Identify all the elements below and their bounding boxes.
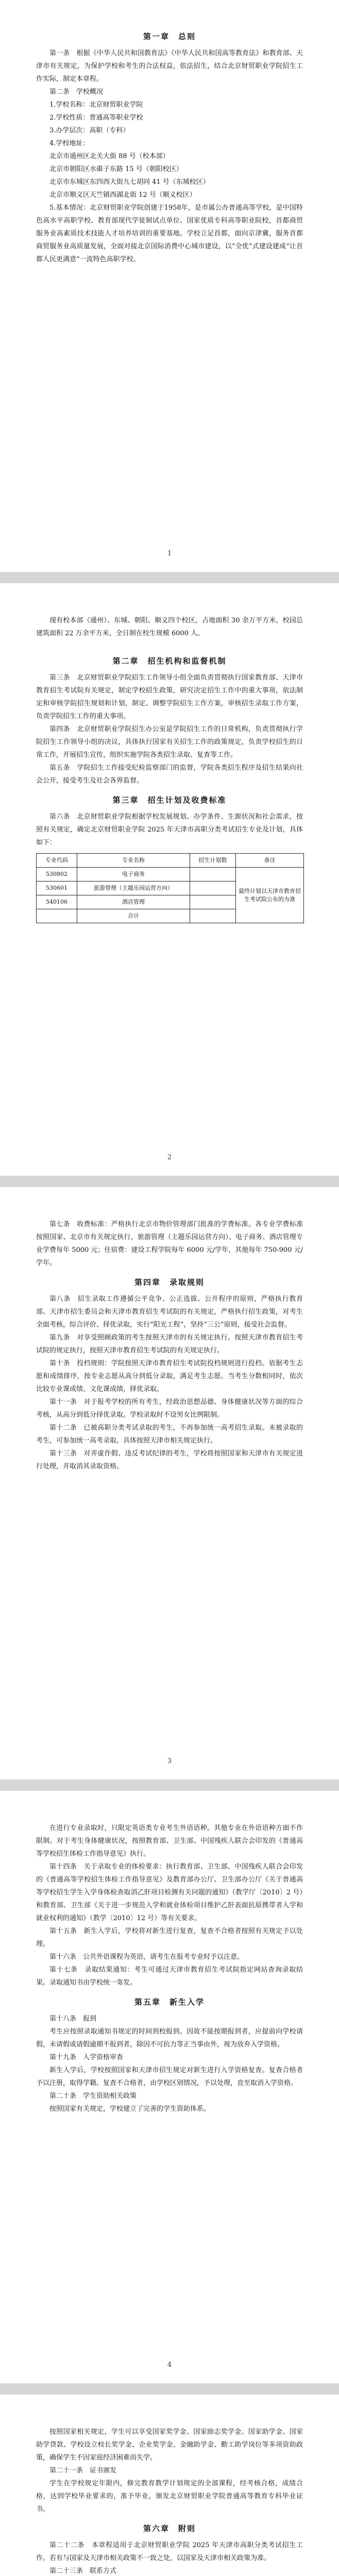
cell-remark: 最终计划以天津市教育招生考试院公布的为准 (236, 868, 304, 923)
cell-quota (190, 909, 236, 923)
article-2-item: 3.办学层次：高职（专科） (49, 127, 130, 134)
article-20-text: 按照国家有关规定，学校建立了完善的学生资助体系。 (49, 2105, 211, 2113)
chapter-3-title: 第三章 招生计划及收费标准 (112, 795, 227, 805)
article-6: 第六条 北京财贸职业学院根据学校发展规划、办学条件、生源状况和社会需求，按照有关规定，确定北京财贸职业学院 2025 年天津市高职分类考试招生专业及计划，具体如下： (36, 813, 303, 846)
document-page-2 (0, 583, 339, 1176)
article-19-heading: 第十九条 入学资格审查 (49, 2054, 124, 2061)
document-page-5 (0, 2395, 339, 2576)
campus-address: 北京市顺义区天竺镇西湖北街 12 号（顺义校区） (49, 191, 196, 199)
article-9: 第九条 对享受照顾政策的考生按照天津市的有关规定执行。按照天津市教育招生考试院的规定执行，按照天津市教育招生考试院的有关规定执行。 (36, 1334, 303, 1354)
article-17: 第十七条 录取结果通知：考生可通过天津市教育招生考试院指定网站查询录取结果。录取通知书由学校统一寄发。 (36, 1966, 303, 1987)
document-page-1 (0, 0, 339, 572)
article-10: 第十条 投档规则：学院按照天津市教育招生考试院投档规则进行投档。依据考生志愿和成绩排序，按专业志愿从高分到低分录取，满足考生志愿。当考生分数相同时，依次比较专业课成绩、文化课成绩，择优录取。 (36, 1360, 303, 1393)
article-13: 第十三条 对弄虚作假、违反考试纪律的考生，学校将按照国家和天津市有关规定进行处理，并取消其录取资格。 (36, 1450, 303, 1470)
enrollment-plan-table (36, 853, 304, 923)
article-19-text: 新生入学后，学校按照国家和天津市招生规定对新生进行入学资格复查。复查合格者予以注册，取得学籍。复查不合格者，由学校区别情况，予以处理，直至取消入学资格。 (36, 2066, 303, 2087)
cell-code (37, 909, 77, 923)
article-2-item: 1.学校名称：北京财贸职业学院 (49, 101, 143, 109)
cell-code: 540106 (37, 895, 77, 909)
article-2-item: 2.学校性质：普通高等职业学校 (49, 114, 143, 122)
cell-code: 530601 (37, 882, 77, 895)
article-3: 第三条 北京财贸职业学院招生工作领导小组全面负责贯彻执行国家教育部、天津市教育招生考试院有关规定，制定学校招生政策，研究决定招生工作中的重大事项，依法制定和审核学院招生规划和计划，制定、调整学院招生工作方案，审核招生录取工作方案，负责学院招生工作的重大事项。 (36, 674, 303, 720)
article-8: 第八条 招生录取工作遵循公平竞争、公正选拔、公开程序的原则，严格执行教育部、天津市招生委员会和天津市教育招生考试院的有关规定，严格执行招生政策，对考生全面考核，综合评价、择优录取，实行“阳光工程”，坚持“三公”原则，接受社会监督。 (36, 1295, 303, 1329)
article-22: 第二十二条 本章程适用于北京财贸职业学院 2025 年天津市高职分类考试招生工作。若有与国家及天津市相关政策不一致之处，以国家及天津市相关政策为准。 (36, 2541, 303, 2562)
campus-address: 北京市东城区东四西大街九七胡同 41 号（东城校区） (49, 178, 210, 186)
col-header-quota: 招生计划数 (190, 854, 236, 868)
chapter-6-title: 第六章 附则 (143, 2524, 196, 2533)
article-20-heading: 第二十条 学生资助相关政策 (49, 2092, 137, 2100)
article-16: 第十六条 公共外语课程为英语，请考生在报考专业时予以注意。 (49, 1953, 244, 1961)
article-7: 第七条 收费标准：严格执行北京市物价管理部门批准的学费标准。各专业学费标准按照国家、北京市有关规定执行，旅游管理（主题乐园运营方向）、电子商务、酒店管理专业学费每年 5000 元；住宿费：建设工程学院每年 6000 元/学年，其他每年 750-900 元/学年。 (36, 1221, 303, 1267)
page-5-intro: 按照国家相关规定，学生可以享受国家奖学金、国家励志奖学金、国家助学金、国家助学贷款、学校设立校长奖学金、企业奖学金、金融助学金、勤工助学岗位等多项资助政策，确保学生不因家庭经济困难而失学。 (36, 2428, 303, 2462)
col-header-major: 专业名称 (77, 854, 190, 868)
cell-major: 旅游管理（主题乐园运营方向） (77, 882, 190, 895)
cell-code: 530802 (37, 868, 77, 882)
campus-summary: 现有校本部（通州）、东城、朝阳、顺义四个校区，占地面积 30 余万平方米，校园总建筑面积 22 万余平方米，全日制在校生规模 6000 人。 (36, 617, 303, 637)
article-11: 第十一条 对于报考学校的所有考生，经政治思想品德、身体健康状况等方面的综合考核，从高分到低分择优录取。学校录取时不设男女比例限制。 (36, 1398, 303, 1419)
chapter-1-title: 第一章 总则 (143, 32, 196, 41)
page-number: 3 (167, 1757, 172, 1765)
chapter-2-title: 第二章 招生机构和监督机制 (112, 656, 227, 666)
cell-quota (190, 882, 236, 895)
campus-address: 北京市朝阳区水碓子东路 15 号（朝阳校区） (49, 165, 183, 173)
article-4: 第四条 北京财贸职业学院招生办公室是学院招生工作的日常机构，负责贯彻执行学院招生工作领导小组的决议，具体执行国家有关招生工作的政策规定，负责学校招生的日常工作，开展招生宣传，组织实施学院各类招生录取、复查等工作。 (36, 725, 303, 759)
document-page-3 (0, 1187, 339, 1780)
article-23-heading: 第二十三条 联系方式 (49, 2567, 117, 2575)
cell-quota (190, 868, 236, 882)
article-18-heading: 第十八条 报到 (49, 2015, 97, 2023)
article-2-item: 4.学校地址： (49, 140, 90, 147)
cell-major: 酒店管理 (77, 895, 190, 909)
page-number: 1 (167, 550, 172, 557)
page-number: 2 (167, 1154, 172, 1161)
campus-address: 北京市通州区北关大街 88 号（校本部） (49, 152, 170, 160)
article-2-heading: 第二条 学校概况 (49, 88, 104, 96)
article-21-text: 学生在学校规定年限内，修完教育教学计划规定的全部课程，经考核合格，成绩合格，达到学校毕业要求的，准予毕业，颁发北京财贸职业学院普通高等教育专科毕业证书。 (36, 2480, 303, 2513)
article-12: 第十二条 已被高职分类考试录取的考生，不再参加统一高考招生录取。未被录取的考生，可参加统一高考录取。具体按照天津市相关规定执行。 (36, 1424, 303, 1445)
table-row (37, 868, 304, 882)
page-number: 4 (167, 2361, 172, 2369)
cell-major: 合计 (77, 909, 190, 923)
document-page-4 (0, 1791, 339, 2383)
article-5: 第五条 学院招生工作接受纪检监察部门的监督，学院各类招生程序及招生结果向社会公开，接受考生及社会各界监督。 (36, 764, 303, 785)
article-1: 第一条 根据《中华人民共和国教育法》《中华人民共和国高等教育法》和教育部、天津市有关规定，为保护学校和考生的合法权益，依法招生，结合北京财贸职业学院招生工作实际，制定本章程。 (36, 49, 303, 83)
article-18-text: 考生应按照录取通知书规定的时间到校报到。因故不能按期报到者，应提前向学校请假，未请假或请假逾期不报到者，除因不可抗力等正当事由外，视为放弃入学资格。 (36, 2028, 303, 2048)
school-overview: 5.基本情况：北京财贸职业学院创建于1958年，是市属公办普通高等学校，是中国特色高水平高职学校、教育部现代学徒制试点单位、国家优质专科高等职业院校，首都商贸服务业高素质技术技能人才培养培训的重要基地。学校立足首都，面向京津冀，服务首都商贸服务业高质量发展，全面对接北京国际消费中心城市建设，以“全优”式建设建成“让首都人民更满意”一流特色高职学校。 (36, 204, 303, 263)
col-header-code: 专业代码 (37, 854, 77, 868)
article-15: 第十五条 新生入学后，学校将对新生进行复查，复查不合格者按照有关规定予以处理。 (36, 1927, 303, 1948)
article-21-heading: 第二十一条 证书颁发 (49, 2467, 117, 2475)
col-header-remark: 备注 (236, 854, 304, 868)
chapter-4-title: 第四章 录取规则 (134, 1278, 205, 1287)
table-header-row (37, 854, 304, 868)
page-4-intro: 在进行专业录取时，只限定英语类专业考生外语语种。其他专业在外语语种方面不作限制。对于考生身体健康状况，按照教育部、卫生部、中国残疾人联合会印发的《普通高等学校招生体检工作指导意见》执行。 (36, 1824, 303, 1858)
cell-major: 电子商务 (77, 868, 190, 882)
article-14: 第十四条 关于录取专业的体检要求：执行教育部、卫生部、中国残疾人联合会印发的《普通高等学校招生体检工作指导意见》及教育部办公厅、卫生部办公厅《关于普通高等学校招生学生入学身体检查取消乙肝项目检测有关问题的通知》（教学厅〔2010〕2 号）和教育部、卫生部《关于进一步规范入学和就业体检项目维护乙肝表面抗原携带者入学和就业权利的通知》（教学〔2010〕12 号）等有关要求。 (36, 1863, 303, 1922)
cell-quota (190, 895, 236, 909)
chapter-5-title: 第五章 新生入学 (134, 1997, 205, 2007)
